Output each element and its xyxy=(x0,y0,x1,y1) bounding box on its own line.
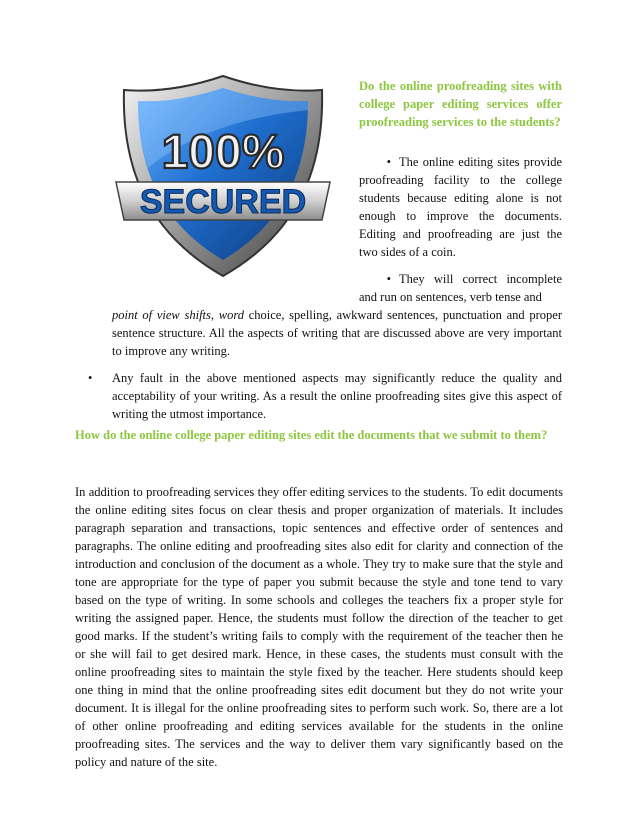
continuation-text: choice, spelling, awkward sentences, punctuation and proper sentence structure. All the aspects of writing that are discussed above are very important to improve any writing. xyxy=(112,308,563,358)
bullet-text: Any fault in the above mentioned aspects may significantly reduce the quality and acceptability of your writing. As a result the online proofreading sites give this aspect of writing the utmost importance. xyxy=(112,371,562,421)
bullet-dot-icon: • xyxy=(386,272,391,286)
bullet-dot-icon: • xyxy=(88,371,93,385)
logo-top-text: 100% xyxy=(161,126,285,179)
bullet-text: They will correct incomplete and run on sentences, verb tense and xyxy=(359,272,562,304)
secured-shield-logo xyxy=(112,70,334,282)
bullet-continuation xyxy=(112,306,562,360)
question-heading-1: Do the online proofreading sites with college paper editing services offer proofreading services to the students? xyxy=(359,79,562,129)
logo-bottom-text: SECURED xyxy=(139,183,307,221)
bullet-item xyxy=(359,270,562,306)
bullet-item xyxy=(88,369,562,423)
question-heading-2: How do the online college paper editing sites edit the documents that we submit to them? xyxy=(75,428,548,442)
bullet-item xyxy=(359,153,562,261)
bullet-text: The online editing sites provide proofreading facility to the college students because editing alone is not enough to improve the documents. Editing and proofreading are just the two sides of a coin. xyxy=(359,155,562,259)
body-paragraph: In addition to proofreading services they offer editing services to the students. To edit documents the online editing sites focus on clear thesis and proper organization of materials. It includes paragraph separation and transactions, topic sentences and effective order of sentences and paragraphs. The online editing and proofreading sites also edit for clarity and connection of the introduction and conclusion of the document as a whole. They try to make sure that the style and tone are appropriate for the type of paper you submit because the style and tone tend to vary based on the type of writing. In some schools and colleges the teachers fix a proper style for writing the assigned paper. Hence, the students must follow the direction of the teacher to get good marks. If the student’s writing fails to comply with the requirement of the teacher then he or she will fail to get desired mark. Hence, in these cases, the students must consult with the online proofreading sites to maintain the style fixed by the teacher. Here students should keep one thing in mind that the online proofreading sites edit document but they do not write your document. It is illegal for the online proofreading sites to perform such work. So, there are a lot of other online proofreading and editing services available for the students in the online proofreading sites. The services and the way to deliver them vary significantly based on the policy and nature of the site. xyxy=(75,485,563,769)
italic-phrase: point of view shifts, word xyxy=(112,308,244,322)
bullet-dot-icon: • xyxy=(386,155,391,169)
